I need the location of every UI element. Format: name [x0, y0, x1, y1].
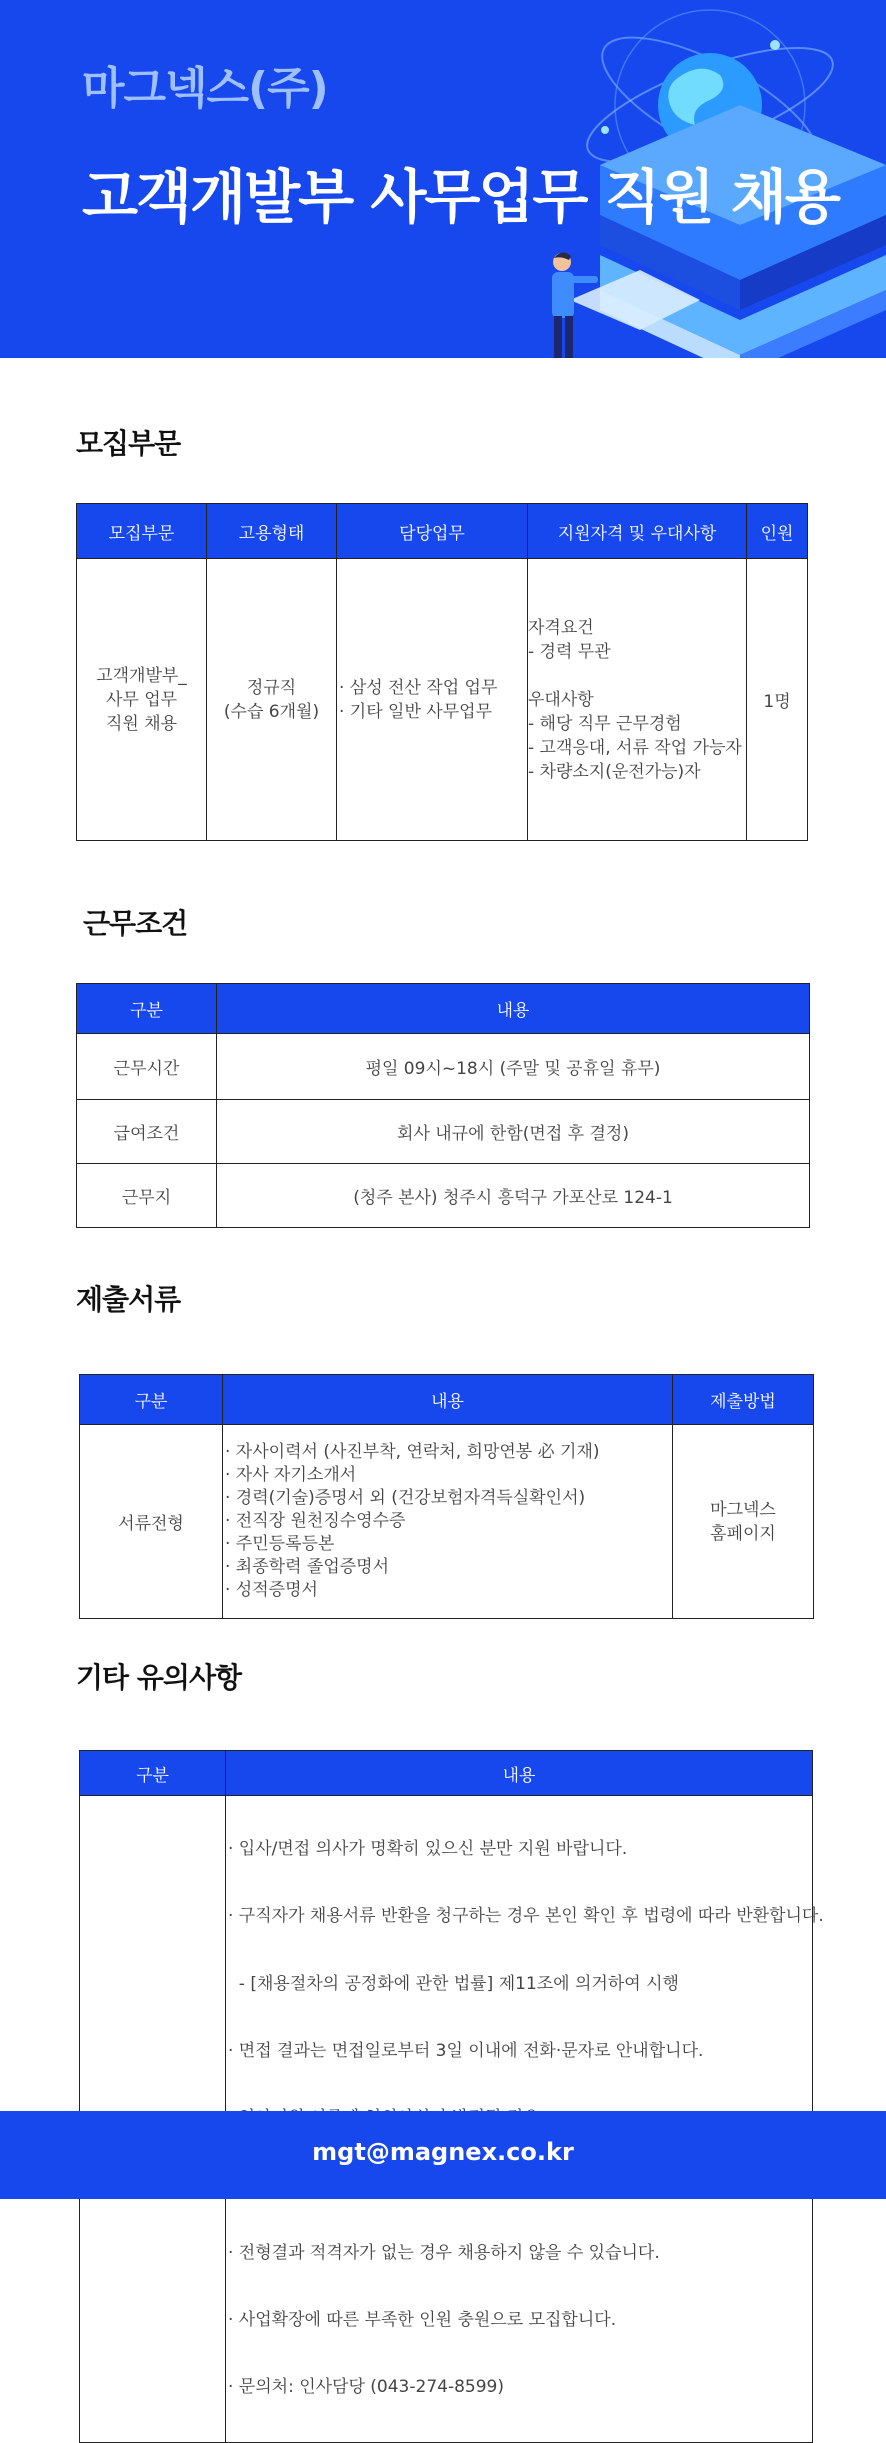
list-item: · 구직자가 채용서류 반환을 청구하는 경우 본인 확인 후 법령에 따라 반환합니다.: [228, 1906, 824, 1927]
col-header-category: 구분: [80, 1375, 223, 1425]
row-label: 근무시간: [77, 1034, 217, 1100]
conditions-section-title: 근무조건: [83, 907, 188, 940]
list-item: · 경력(기술)증명서 외 (건강보험자격득실확인서): [225, 1488, 586, 1508]
list-item: · 성적증명서: [225, 1580, 318, 1600]
list-item: · 최종학력 졸업증명서: [225, 1557, 390, 1577]
col-header-method: 제출방법: [673, 1375, 814, 1425]
dept-line: 직원 채용: [105, 713, 178, 734]
preference-item: - 고객응대, 서류 작업 가능자: [528, 737, 742, 758]
hero-banner: [0, 0, 886, 358]
list-item: · 사업확장에 따른 부족한 인원 충원으로 모집합니다.: [228, 2310, 617, 2331]
list-item: · 자사이력서 (사진부착, 연락처, 희망연봉 必 기재): [225, 1442, 600, 1462]
qualification-item: - 경력 무관: [528, 641, 611, 662]
list-item: · 자사 자기소개서: [225, 1465, 357, 1485]
documents-method: [673, 1425, 814, 1619]
documents-category: 서류전형: [80, 1425, 223, 1619]
method-line: 홈페이지: [710, 1523, 776, 1544]
method-line: 마그넥스: [710, 1499, 776, 1520]
qualifications-cell: [528, 559, 747, 841]
col-header-dept: 모집부문: [77, 504, 207, 559]
recruit-section-title: 모집부문: [76, 427, 181, 460]
col-header-content: 내용: [226, 1751, 813, 1796]
preference-item: - 해당 직무 근무경험: [528, 713, 682, 734]
preference-title: 우대사항: [528, 689, 594, 710]
col-header-content: 내용: [217, 984, 810, 1034]
list-item: · 문의처: 인사담당 (043-274-8599): [228, 2377, 504, 2398]
list-item: - [채용절차의 공정화에 관한 법률] 제11조에 의거하여 시행: [228, 1973, 679, 1994]
table-row: [77, 1100, 810, 1164]
recruit-table: [76, 503, 808, 841]
row-value: 회사 내규에 한함(면접 후 결정): [217, 1100, 810, 1164]
footer-bar: [0, 2111, 886, 2199]
documents-section-title: 제출서류: [76, 1283, 181, 1316]
list-item: · 전형결과 적격자가 없는 경우 채용하지 않을 수 있습니다.: [228, 2242, 660, 2263]
documents-list: [223, 1425, 673, 1619]
col-header-category: 구분: [77, 984, 217, 1034]
duties-cell: [337, 559, 528, 841]
preference-item: - 차량소지(운전가능)자: [528, 761, 701, 782]
conditions-table: [76, 983, 810, 1228]
table-row: [77, 1164, 810, 1228]
dept-cell: [77, 559, 207, 841]
col-header-employment: 고용형태: [207, 504, 337, 559]
page-title: 고객개발부 사무업무 직원 채용: [82, 163, 839, 231]
dept-line: 고객개발부_: [96, 665, 187, 686]
duty-item: · 기타 일반 사무업무: [339, 701, 492, 722]
row-label: 급여조건: [77, 1100, 217, 1164]
col-header-content: 내용: [223, 1375, 673, 1425]
company-name: 마그넥스(주): [82, 63, 328, 114]
col-header-duties: 담당업무: [337, 504, 528, 559]
contact-email-link[interactable]: mgt@magnex.co.kr: [312, 2138, 574, 2166]
headcount-cell: 1명: [747, 559, 808, 841]
col-header-category: 구분: [80, 1751, 226, 1796]
row-value: (청주 본사) 청주시 흥덕구 가포산로 124-1: [217, 1164, 810, 1228]
list-item: · 주민등록등본: [225, 1534, 335, 1554]
duty-item: · 삼성 전산 작업 업무: [339, 677, 498, 698]
dept-line: 사무 업무: [105, 689, 178, 710]
list-item: · 전직장 원천징수영수증: [225, 1511, 406, 1531]
employment-line: (수습 6개월): [223, 701, 320, 722]
table-row: [77, 1034, 810, 1100]
employment-line: 정규직: [246, 677, 297, 698]
row-label: 근무지: [77, 1164, 217, 1228]
row-value: 평일 09시~18시 (주말 및 공휴일 휴무): [217, 1034, 810, 1100]
col-header-qualifications: 지원자격 및 우대사항: [528, 504, 747, 559]
notes-section-title: 기타 유의사항: [76, 1661, 242, 1694]
notes-table: [79, 1750, 824, 2443]
employment-cell: [207, 559, 337, 841]
list-item: · 입사/면접 의사가 명확히 있으신 분만 지원 바랍니다.: [228, 1839, 628, 1859]
documents-table: [79, 1374, 814, 1619]
list-item: · 면접 결과는 면접일로부터 3일 이내에 전화·문자로 안내합니다.: [228, 2040, 704, 2061]
qualification-title: 자격요건: [528, 617, 594, 638]
col-header-headcount: 인원: [747, 504, 808, 559]
